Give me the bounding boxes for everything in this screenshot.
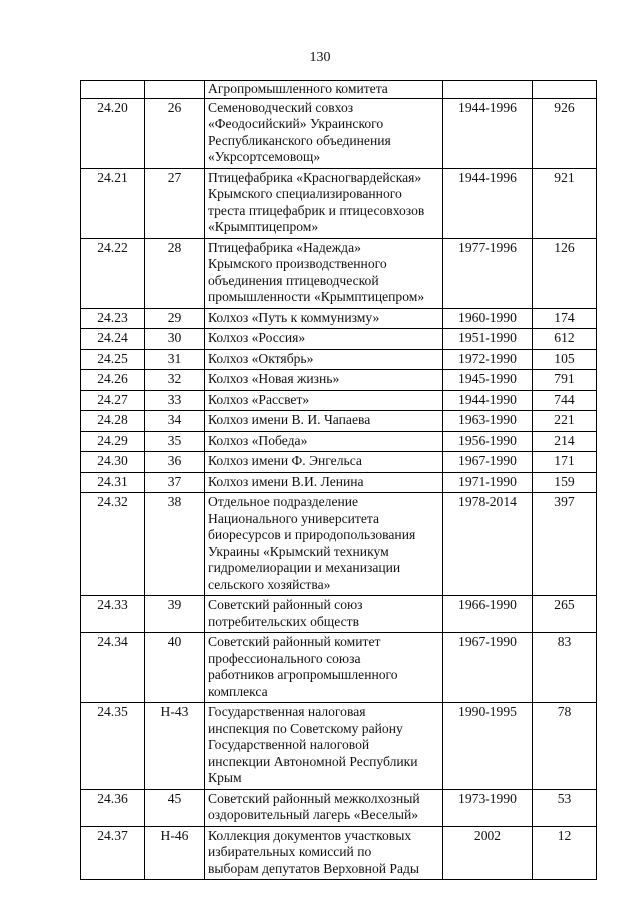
fund-name-cell — [205, 703, 443, 790]
table-row — [81, 98, 597, 168]
page-number: 130 — [309, 50, 331, 65]
file-count-cell — [533, 81, 597, 99]
fund-number-cell: 45 — [145, 789, 205, 826]
fund-number-cell — [145, 81, 205, 99]
fund-name-cell — [205, 168, 443, 238]
fund-name-line: Советский районный комитет — [208, 634, 381, 649]
item-number-cell: 24.22 — [81, 238, 145, 308]
fund-name-line: Агропромышленного комитета — [208, 81, 388, 96]
fund-name-cell — [205, 370, 443, 391]
table-row — [81, 703, 597, 790]
date-range-cell: 1978-2014 — [443, 493, 533, 596]
fund-name-line: объединения птицеводческой — [208, 272, 379, 288]
fund-name-line: Коллекция документов участковых — [208, 827, 412, 843]
table-row — [81, 370, 597, 391]
item-number-cell: 24.36 — [81, 789, 145, 826]
fund-name-cell — [205, 493, 443, 596]
table-row — [81, 308, 597, 329]
table-row — [81, 390, 597, 411]
fund-number-cell: Н-43 — [145, 703, 205, 790]
fund-name-line: промышленности «Крымптицепром» — [208, 289, 425, 304]
date-range-cell: 1945-1990 — [443, 370, 533, 391]
fund-name-line: Крымского специализированного — [208, 186, 402, 201]
fund-name-line: треста птицефабрик и птицесовхозов — [208, 202, 425, 218]
fund-name-line: потребительских обществ — [208, 613, 360, 629]
fund-name-cell — [205, 452, 443, 473]
fund-name-line: биоресурсов и природопользования — [208, 527, 416, 542]
fund-name-line: Колхоз «Рассвет» — [208, 391, 310, 407]
fund-name-cell — [205, 308, 443, 329]
fund-name-line: комплекса — [208, 683, 268, 699]
item-number-cell: 24.21 — [81, 168, 145, 238]
fund-name-line: Государственная налоговая — [208, 704, 366, 719]
fund-name-line: Крымского производственного — [208, 256, 387, 271]
table-row — [81, 431, 597, 452]
table-row — [81, 452, 597, 473]
file-count-cell: 174 — [533, 308, 597, 329]
table-row — [81, 596, 597, 633]
table-row — [81, 493, 597, 596]
item-number-cell: 24.24 — [81, 329, 145, 350]
file-count-cell: 78 — [533, 703, 597, 790]
fund-number-cell: 33 — [145, 390, 205, 411]
file-count-cell: 12 — [533, 826, 597, 880]
fund-name-line: Советский районный межколхозный — [208, 790, 420, 806]
date-range-cell: 1960-1990 — [443, 308, 533, 329]
fund-name-cell — [205, 431, 443, 452]
fund-name-line: Колхоз имени В. И. Чапаева — [208, 412, 371, 427]
fund-name-line: сельского хозяйства» — [208, 576, 331, 592]
fund-name-line: Национального университета — [208, 510, 380, 526]
date-range-cell: 1972-1990 — [443, 349, 533, 370]
table-row — [81, 238, 597, 308]
item-number-cell: 24.33 — [81, 596, 145, 633]
file-count-cell: 53 — [533, 789, 597, 826]
item-number-cell: 24.29 — [81, 431, 145, 452]
table-row — [81, 81, 597, 99]
date-range-cell: 1973-1990 — [443, 789, 533, 826]
date-range-cell: 1967-1990 — [443, 452, 533, 473]
date-range-cell: 1990-1995 — [443, 703, 533, 790]
fund-name-cell — [205, 238, 443, 308]
fund-name-cell — [205, 81, 443, 99]
item-number-cell: 24.20 — [81, 98, 145, 168]
fund-name-cell — [205, 826, 443, 880]
fund-name-line: Птицефабрика «Красногвардейская» — [208, 169, 422, 185]
fund-name-line: Украины «Крымский техникум — [208, 543, 389, 559]
date-range-cell: 1951-1990 — [443, 329, 533, 350]
item-number-cell: 24.27 — [81, 390, 145, 411]
date-range-cell: 1944-1996 — [443, 98, 533, 168]
table-row — [81, 329, 597, 350]
date-range-cell: 1944-1996 — [443, 168, 533, 238]
archive-fund-table — [80, 80, 597, 880]
file-count-cell: 921 — [533, 168, 597, 238]
fund-name-line: Колхоз имени В.И. Ленина — [208, 473, 364, 489]
fund-number-cell: 31 — [145, 349, 205, 370]
file-count-cell: 159 — [533, 472, 597, 493]
table-row — [81, 411, 597, 432]
fund-name-cell — [205, 472, 443, 493]
fund-name-line: «Крымптицепром» — [208, 219, 319, 234]
item-number-cell: 24.37 — [81, 826, 145, 880]
fund-name-line: инспекции Автономной Республики — [208, 753, 418, 769]
date-range-cell: 1944-1990 — [443, 390, 533, 411]
table-body — [81, 81, 597, 880]
fund-name-cell — [205, 390, 443, 411]
date-range-cell — [443, 81, 533, 99]
file-count-cell: 744 — [533, 390, 597, 411]
fund-name-line: Крым — [208, 770, 242, 785]
fund-number-cell: Н-46 — [145, 826, 205, 880]
item-number-cell: 24.25 — [81, 349, 145, 370]
file-count-cell: 126 — [533, 238, 597, 308]
table-row — [81, 826, 597, 880]
file-count-cell: 791 — [533, 370, 597, 391]
file-count-cell: 105 — [533, 349, 597, 370]
fund-name-line: Отдельное подразделение — [208, 494, 359, 509]
fund-name-line: инспекция по Советскому району — [208, 720, 403, 736]
file-count-cell: 397 — [533, 493, 597, 596]
fund-name-line: Колхоз имени Ф. Энгельса — [208, 453, 362, 468]
fund-number-cell: 26 — [145, 98, 205, 168]
file-count-cell: 171 — [533, 452, 597, 473]
fund-name-cell — [205, 596, 443, 633]
fund-name-line: гидромелиорации и механизации — [208, 560, 401, 575]
fund-number-cell: 35 — [145, 431, 205, 452]
fund-name-line: Колхоз «Путь к коммунизму» — [208, 309, 380, 325]
file-count-cell: 83 — [533, 633, 597, 703]
fund-name-line: выборам депутатов Верховной Рады — [208, 860, 420, 876]
date-range-cell: 1967-1990 — [443, 633, 533, 703]
file-count-cell: 612 — [533, 329, 597, 350]
date-range-cell: 2002 — [443, 826, 533, 880]
fund-number-cell: 29 — [145, 308, 205, 329]
item-number-cell — [81, 81, 145, 99]
fund-name-line: Государственной налоговой — [208, 737, 370, 752]
fund-name-line: Семеноводческий совхоз — [208, 99, 354, 115]
table-row — [81, 789, 597, 826]
item-number-cell: 24.34 — [81, 633, 145, 703]
fund-name-cell — [205, 789, 443, 826]
fund-name-cell — [205, 411, 443, 432]
fund-number-cell: 32 — [145, 370, 205, 391]
fund-name-line: Колхоз «Октябрь» — [208, 350, 314, 366]
fund-name-line: Советский районный союз — [208, 597, 363, 612]
item-number-cell: 24.30 — [81, 452, 145, 473]
table-row — [81, 168, 597, 238]
item-number-cell: 24.28 — [81, 411, 145, 432]
fund-number-cell: 37 — [145, 472, 205, 493]
fund-name-line: «Феодосийский» Украинского — [208, 116, 384, 131]
fund-number-cell: 28 — [145, 238, 205, 308]
date-range-cell: 1966-1990 — [443, 596, 533, 633]
fund-name-line: работников агропромышленного — [208, 667, 398, 682]
item-number-cell: 24.26 — [81, 370, 145, 391]
date-range-cell: 1977-1996 — [443, 238, 533, 308]
fund-number-cell: 27 — [145, 168, 205, 238]
table-row — [81, 472, 597, 493]
fund-number-cell: 39 — [145, 596, 205, 633]
item-number-cell: 24.32 — [81, 493, 145, 596]
fund-name-line: оздоровительный лагерь «Веселый» — [208, 807, 419, 822]
fund-number-cell: 34 — [145, 411, 205, 432]
fund-name-cell — [205, 633, 443, 703]
file-count-cell: 926 — [533, 98, 597, 168]
item-number-cell: 24.31 — [81, 472, 145, 493]
fund-name-line: избирательных комиссий по — [208, 844, 372, 859]
date-range-cell: 1971-1990 — [443, 472, 533, 493]
file-count-cell: 265 — [533, 596, 597, 633]
fund-name-cell — [205, 329, 443, 350]
fund-number-cell: 40 — [145, 633, 205, 703]
fund-name-line: «Укрсортсемовощ» — [208, 149, 321, 164]
fund-name-line: Колхоз «Новая жизнь» — [208, 371, 340, 386]
table-row — [81, 633, 597, 703]
fund-number-cell: 36 — [145, 452, 205, 473]
fund-number-cell: 38 — [145, 493, 205, 596]
table-row — [81, 349, 597, 370]
item-number-cell: 24.35 — [81, 703, 145, 790]
fund-name-cell — [205, 98, 443, 168]
fund-name-line: Птицефабрика «Надежда» — [208, 239, 361, 255]
file-count-cell: 221 — [533, 411, 597, 432]
date-range-cell: 1963-1990 — [443, 411, 533, 432]
fund-number-cell: 30 — [145, 329, 205, 350]
fund-name-line: Колхоз «Победа» — [208, 432, 308, 448]
fund-name-line: профессионального союза — [208, 650, 361, 666]
item-number-cell: 24.23 — [81, 308, 145, 329]
file-count-cell: 214 — [533, 431, 597, 452]
date-range-cell: 1956-1990 — [443, 431, 533, 452]
fund-name-line: Республиканского объединения — [208, 132, 391, 148]
fund-name-line: Колхоз «Россия» — [208, 330, 306, 345]
fund-name-cell — [205, 349, 443, 370]
